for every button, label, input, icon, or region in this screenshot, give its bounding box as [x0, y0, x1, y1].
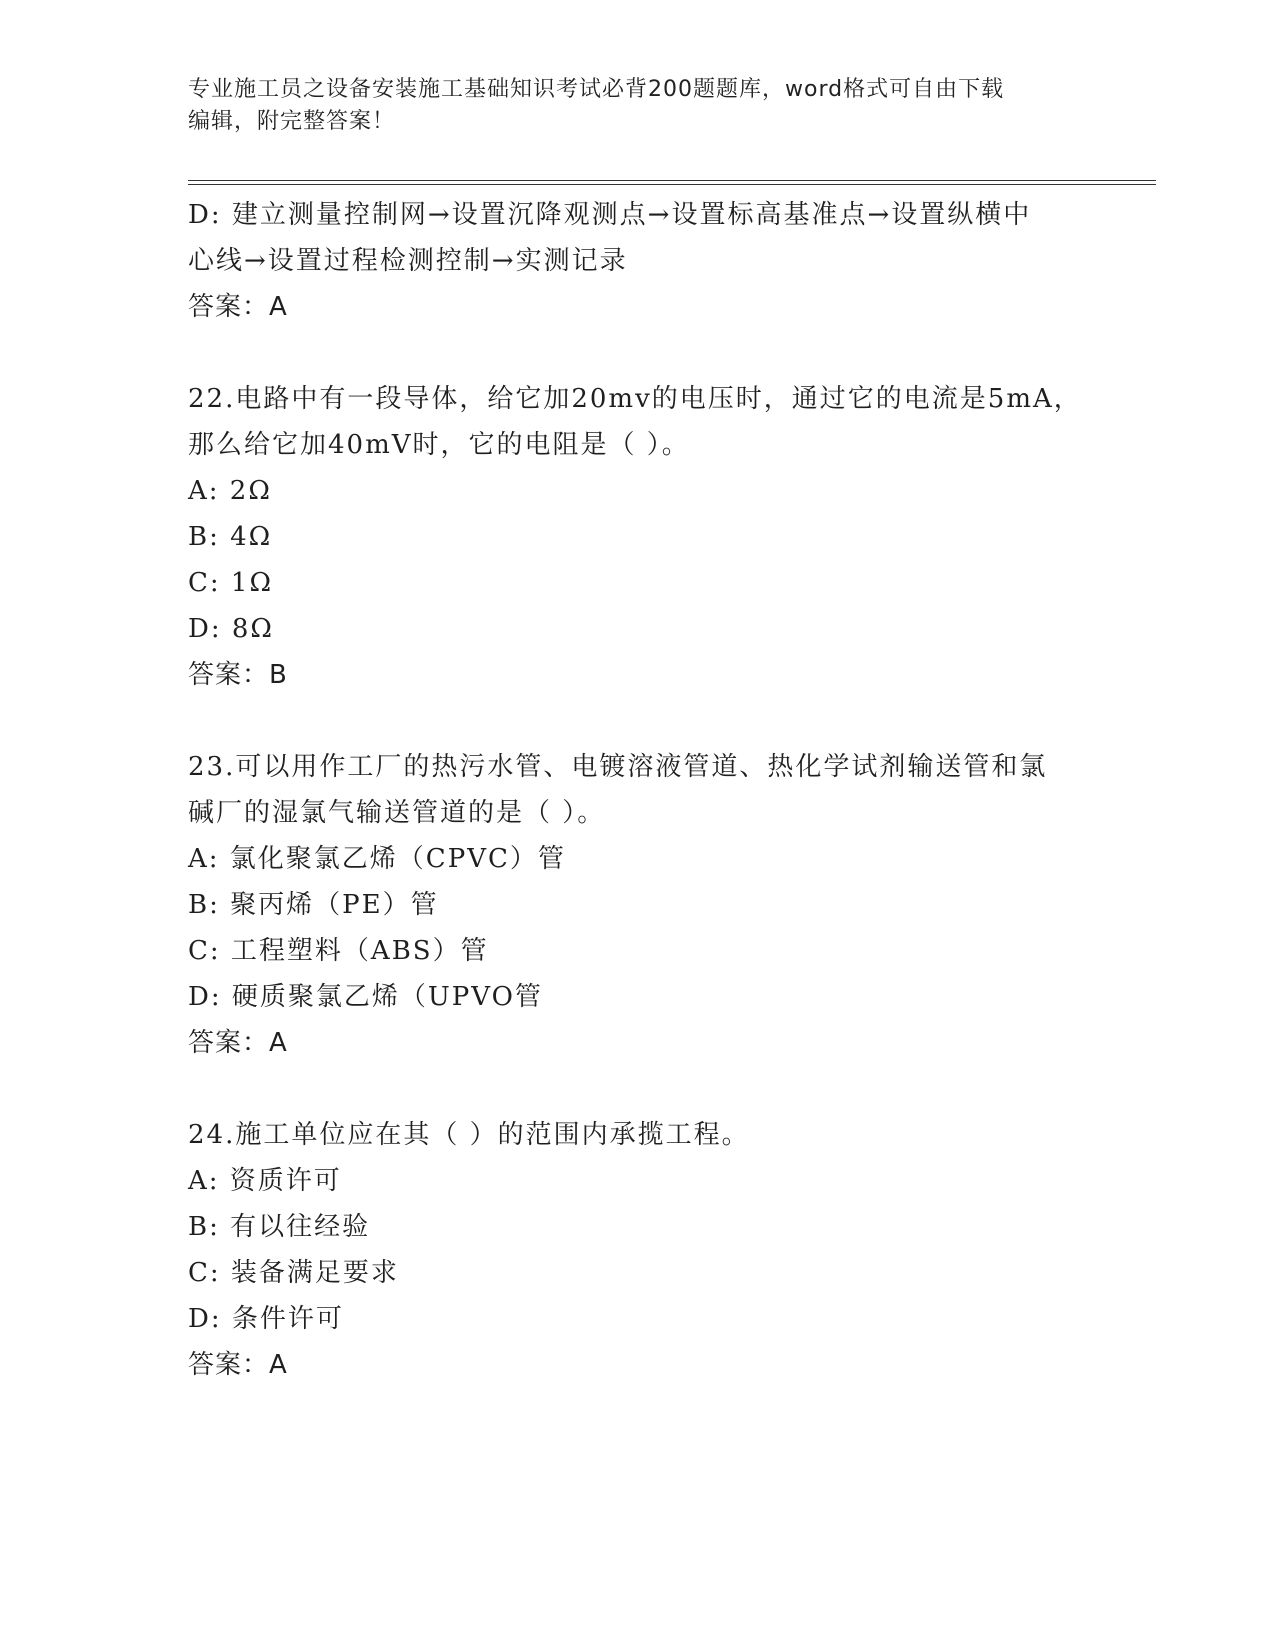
q22-stem-line-2: 那么给它加40mV时，它的电阻是（ ）。 [188, 430, 690, 460]
question-22 [188, 376, 1088, 698]
q21-answer: 答案：A [188, 292, 288, 322]
q21-option-d-line-1: D: 建立测量控制网→设置沉降观测点→设置标高基准点→设置纵横中 [188, 200, 1032, 230]
q23-answer: 答案：A [188, 1028, 288, 1058]
header-divider-bottom [188, 184, 1156, 185]
spacer [188, 330, 1088, 376]
q22-option-b: B: 4Ω [188, 522, 273, 552]
question-21-tail [188, 192, 1088, 330]
q23-option-a: A: 氯化聚氯乙烯（CPVC）管 [188, 844, 566, 874]
q23-option-d: D: 硬质聚氯乙烯（UPVO管 [188, 982, 543, 1012]
question-23 [188, 744, 1088, 1066]
q22-answer: 答案：B [188, 660, 288, 690]
question-content [188, 192, 1088, 1388]
q23-option-b: B: 聚丙烯（PE）管 [188, 890, 439, 920]
q23-option-c: C: 工程塑料（ABS）管 [188, 936, 489, 966]
spacer [188, 698, 1088, 744]
q22-option-a: A: 2Ω [188, 476, 272, 506]
q24-option-d: D: 条件许可 [188, 1304, 344, 1334]
q22-option-d: D: 8Ω [188, 614, 274, 644]
q23-stem-line-2: 碱厂的湿氯气输送管道的是（ ）。 [188, 798, 606, 828]
q24-stem-line-1: 24.施工单位应在其（ ）的范围内承揽工程。 [188, 1120, 750, 1150]
q24-option-b: B: 有以往经验 [188, 1212, 371, 1242]
question-24 [188, 1112, 1088, 1388]
document-header [188, 74, 1088, 138]
header-title-line-1: 专业施工员之设备安装施工基础知识考试必背200题题库，word格式可自由下载 [188, 77, 1005, 102]
q24-option-a: A: 资质许可 [188, 1166, 342, 1196]
q23-stem-line-1: 23.可以用作工厂的热污水管、电镀溶液管道、热化学试剂输送管和氯 [188, 752, 1048, 782]
q24-option-c: C: 装备满足要求 [188, 1258, 399, 1288]
q22-stem-line-1: 22.电路中有一段导体，给它加20mv的电压时，通过它的电流是5mA， [188, 384, 1082, 414]
header-divider-top [188, 180, 1156, 181]
q21-option-d-line-2: 心线→设置过程检测控制→实测记录 [188, 246, 628, 276]
q24-answer: 答案：A [188, 1350, 288, 1380]
q22-option-c: C: 1Ω [188, 568, 274, 598]
spacer [188, 1066, 1088, 1112]
header-title-line-2: 编辑，附完整答案！ [188, 109, 396, 134]
